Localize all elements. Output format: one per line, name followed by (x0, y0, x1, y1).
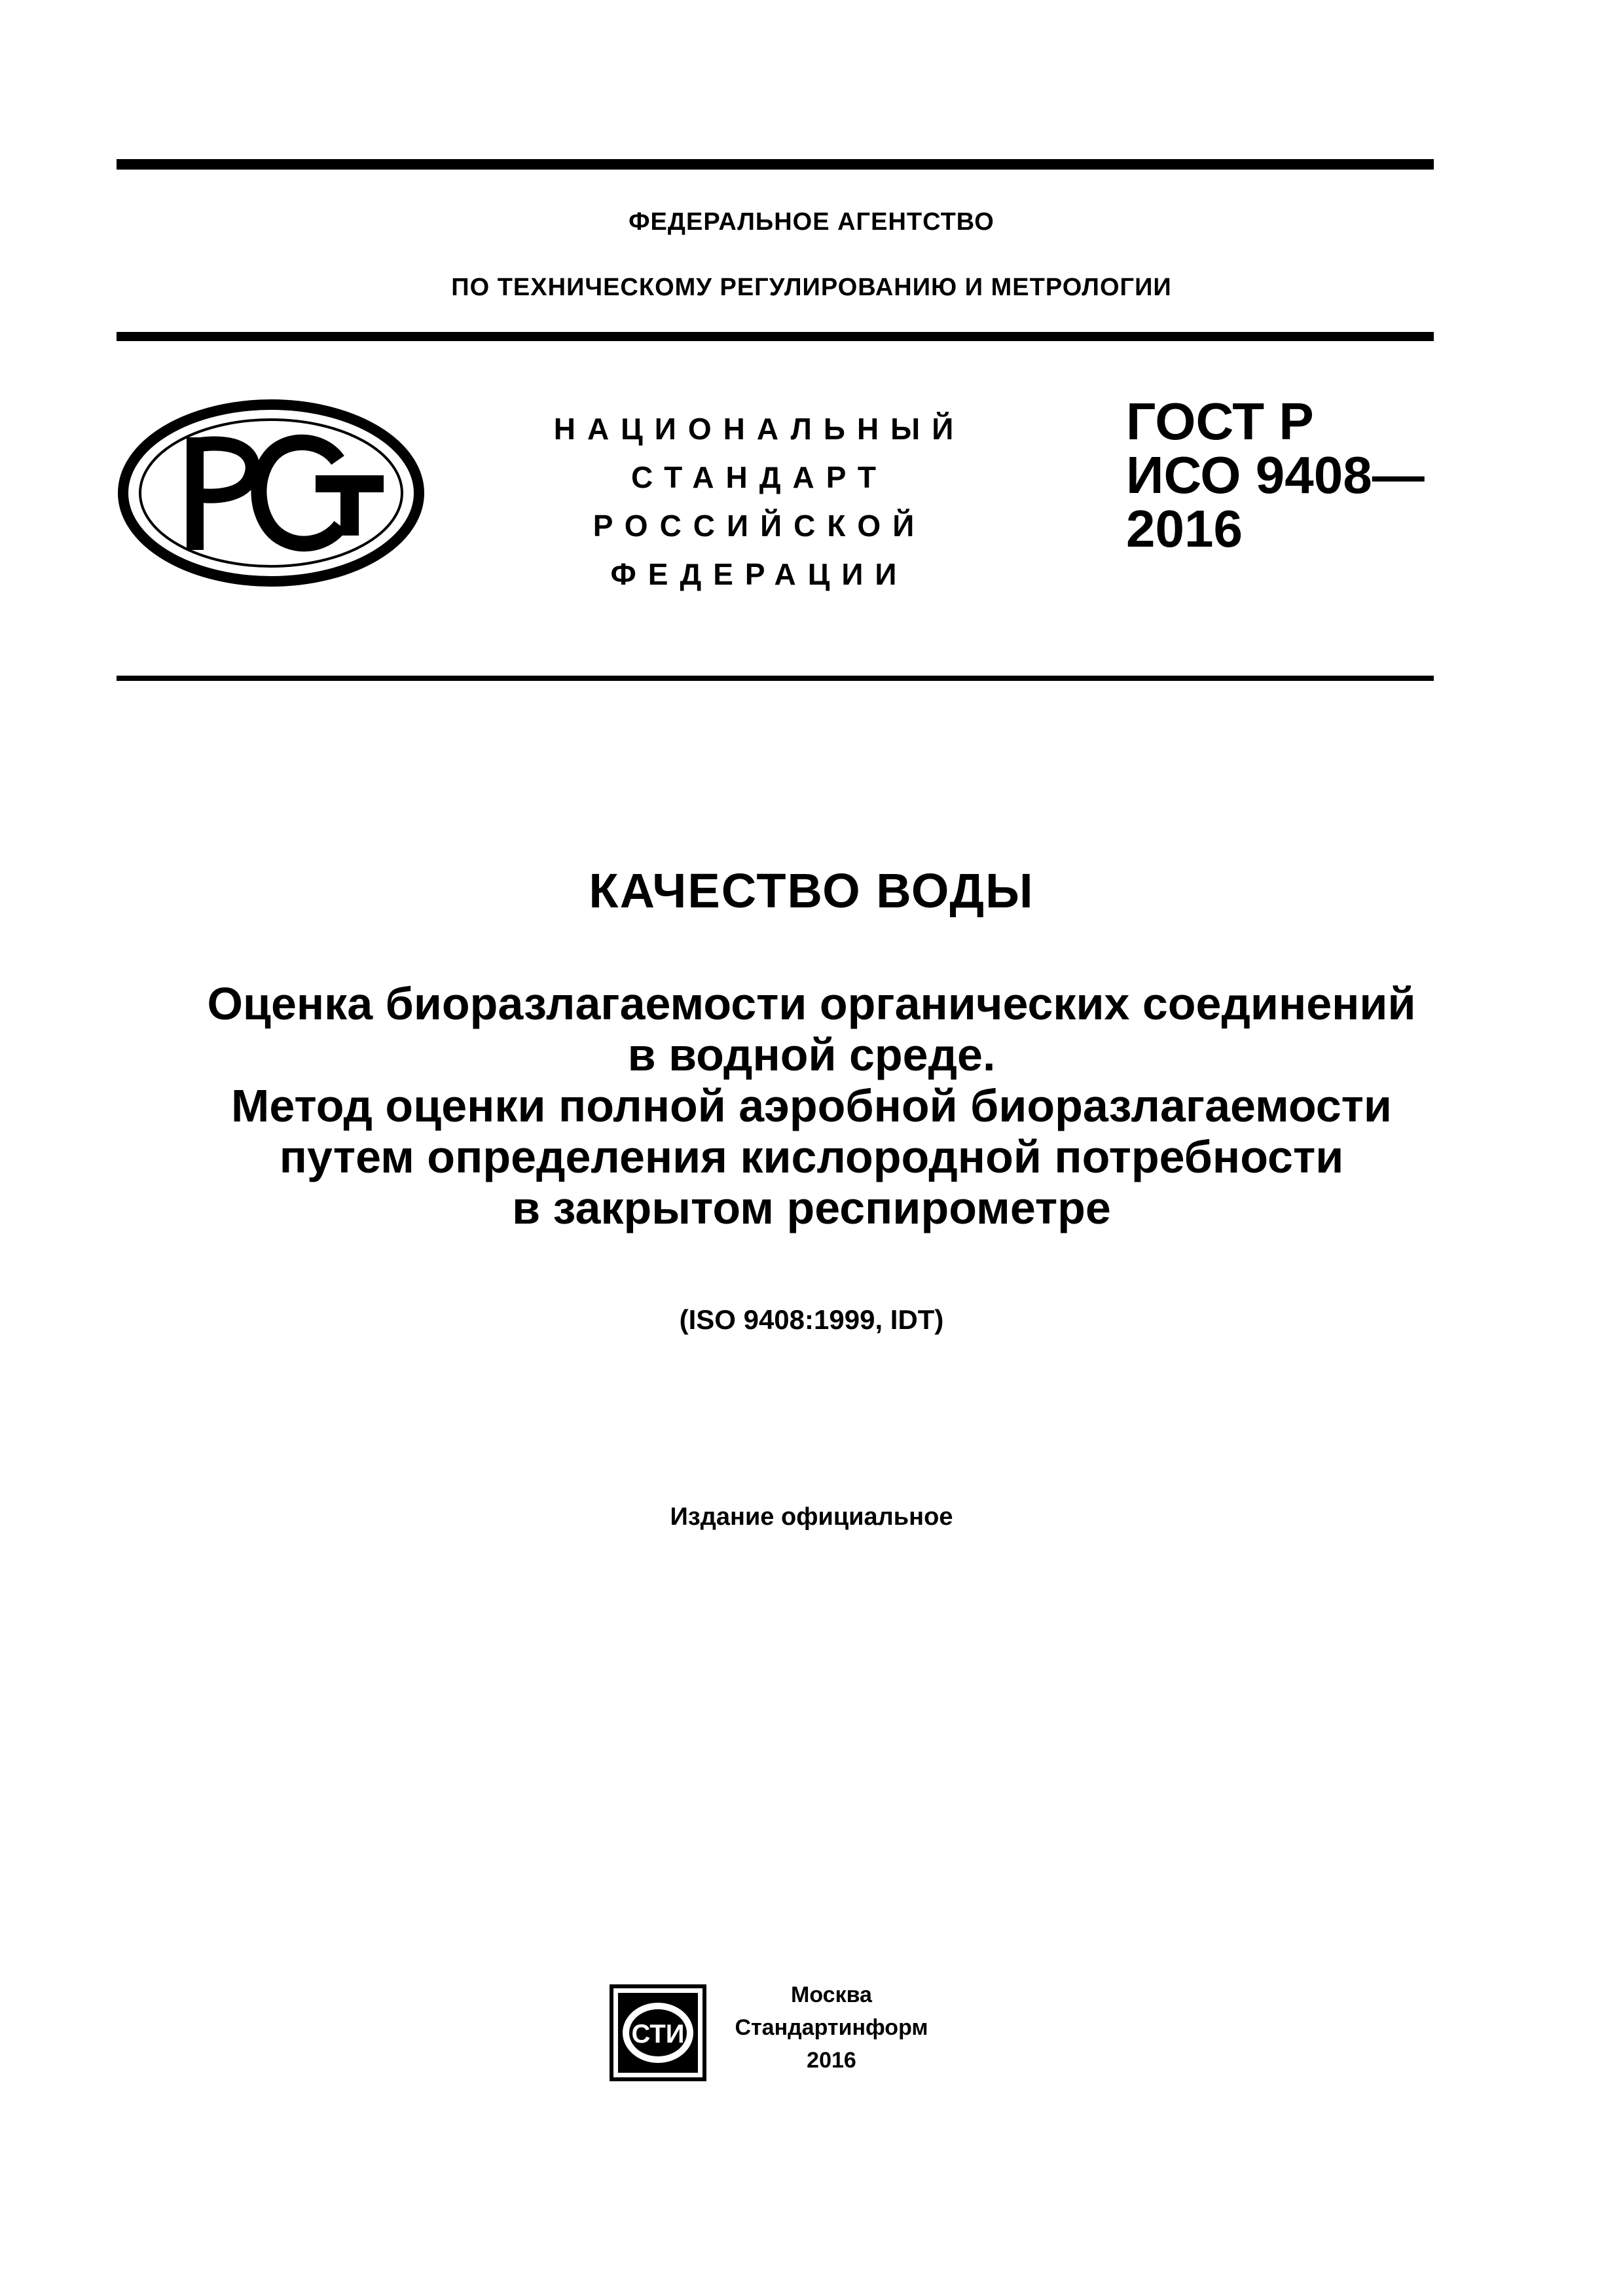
subtitle-line1: Оценка биоразлагаемости органических соединений (207, 978, 1416, 1029)
edition-label: Издание официальное (670, 1503, 953, 1531)
publisher-name: Стандартинформ (735, 2015, 928, 2040)
subtitle-line4: путем определения кислородной потребности (279, 1131, 1344, 1182)
svg-text:СТИ: СТИ (631, 2020, 685, 2049)
subtitle-line5: в закрытом респирометре (512, 1182, 1111, 1233)
iso-reference: (ISO 9408:1999, IDT) (679, 1304, 944, 1335)
designation-line3: 2016 (1126, 500, 1243, 558)
publisher-city: Москва (791, 1982, 872, 2007)
document-title: КАЧЕСТВО ВОДЫ (589, 864, 1034, 918)
top-rule (117, 159, 1434, 170)
agency-name-line1: ФЕДЕРАЛЬНОЕ АГЕНТСТВО (629, 208, 994, 236)
national-standard-line1: НАЦИОНАЛЬНЫЙ (553, 412, 966, 446)
designation-rule (117, 676, 1434, 681)
rst-emblem-icon (117, 398, 426, 588)
publisher-year: 2016 (807, 2048, 856, 2073)
subtitle-line3: Метод оценки полной аэробной биоразлагаемости (231, 1080, 1392, 1131)
national-standard-line4: ФЕДЕРАЦИИ (610, 557, 909, 591)
agency-name-line2: ПО ТЕХНИЧЕСКОМУ РЕГУЛИРОВАНИЮ И МЕТРОЛОГИИ (451, 274, 1172, 301)
national-standard-line2: СТАНДАРТ (631, 460, 888, 494)
agency-rule (117, 332, 1434, 341)
standartinform-logo-icon (609, 1984, 707, 2082)
designation-line1: ГОСТ Р (1126, 392, 1314, 450)
subtitle-line2: в водной среде. (627, 1029, 996, 1080)
national-standard-line3: РОССИЙСКОЙ (593, 509, 926, 543)
designation-line2: ИСО 9408— (1126, 446, 1425, 504)
